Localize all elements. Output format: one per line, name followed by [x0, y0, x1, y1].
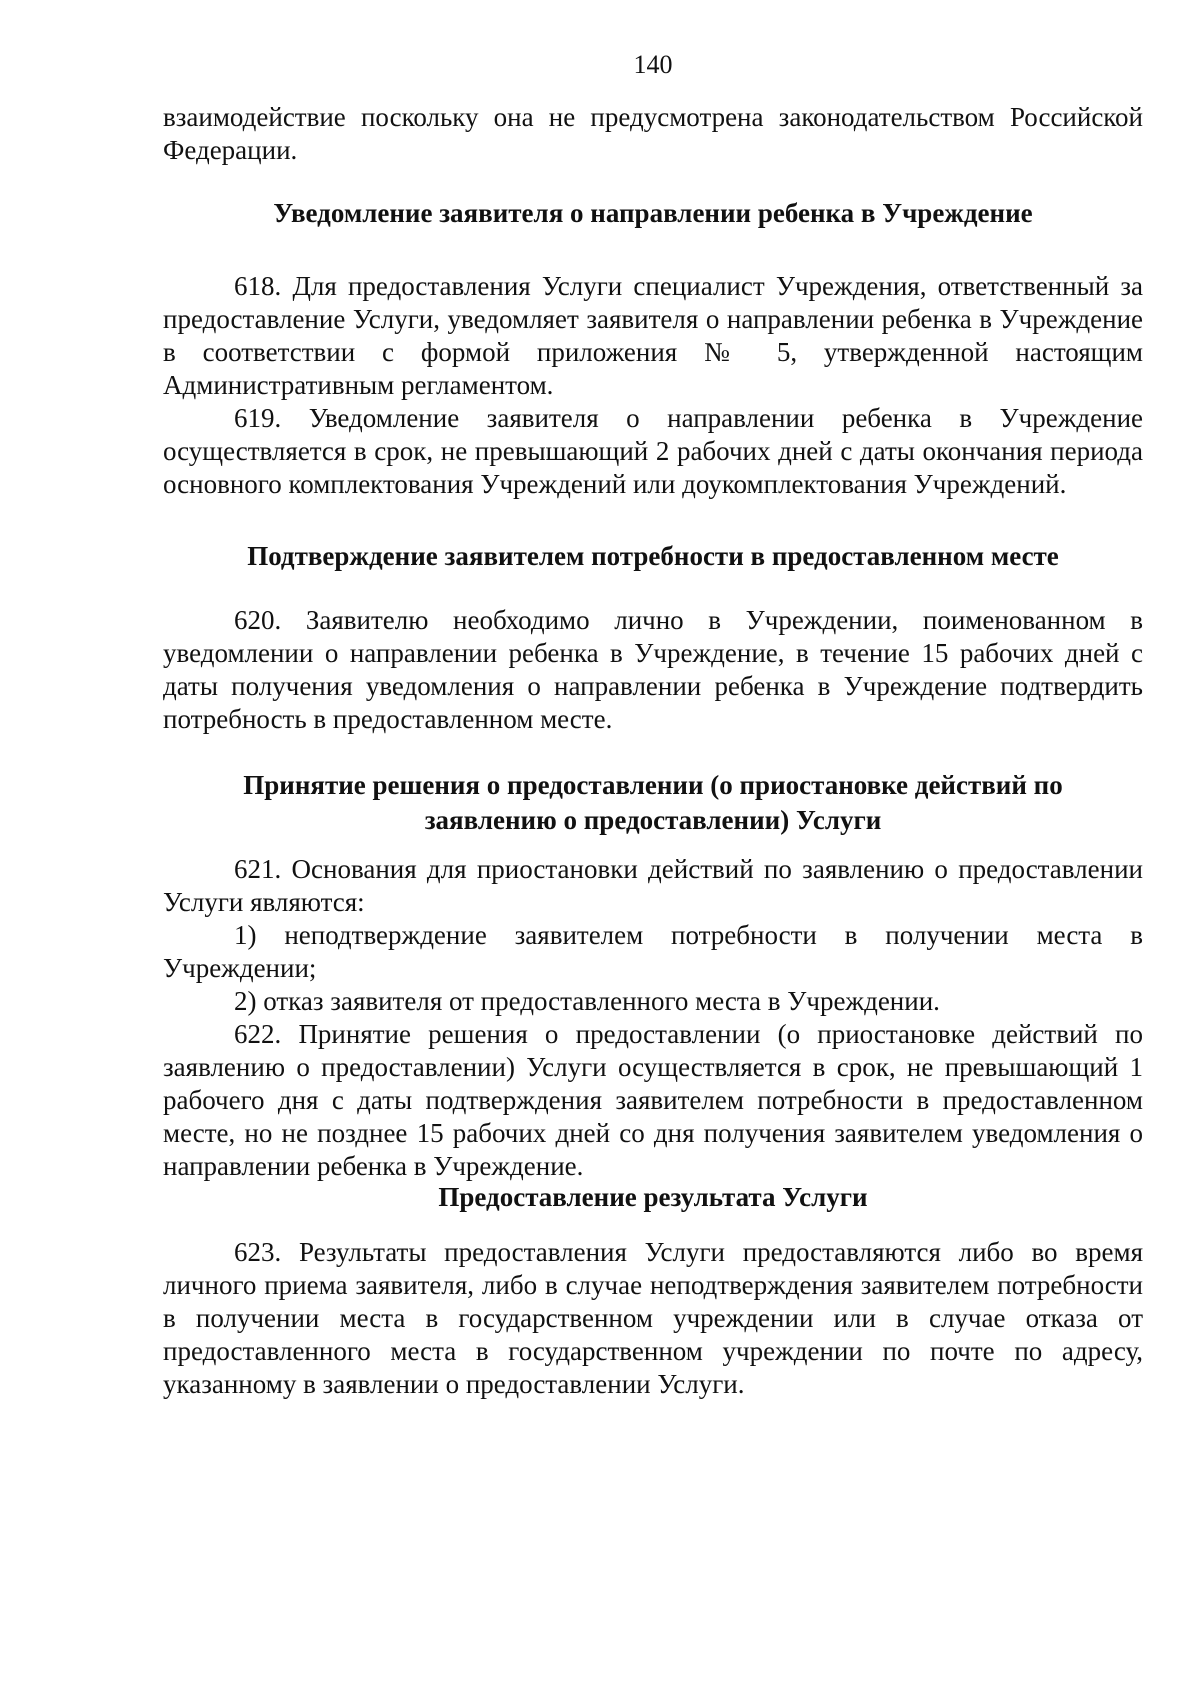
- list-item-1: 1) неподтверждение заявителем потребности в получении места в Учреждении;: [163, 920, 1143, 983]
- section-heading-decision: [163, 768, 1143, 838]
- section-body-result: [163, 1236, 1143, 1401]
- paragraph-622: 622. Принятие решения о предоставлении (о приостановке действий по заявлению о предоставлении) Услуги осуществляется в срок, не превышающий 1 рабочего дня с даты подтверждения заявителем потребности в предоставленном месте, но не позднее 15 рабочих дней со дня получения заявителем уведомления о направлении ребенка в Учреждение.: [163, 1019, 1143, 1181]
- section-heading-decision-line2: заявлению о предоставлении) Услуги: [424, 805, 882, 835]
- page-number: 140: [633, 50, 673, 79]
- section-heading-confirmation: Подтверждение заявителем потребности в предоставленном месте: [247, 541, 1059, 571]
- section-body-notification: [163, 270, 1143, 501]
- intro-paragraph-block: [163, 101, 1143, 167]
- section-heading-result: Предоставление результата Услуги: [438, 1182, 868, 1212]
- paragraph-620: 620. Заявителю необходимо лично в Учреждении, поименованном в уведомлении о направлении ребенка в Учреждение, в течение 15 рабочих дней с даты получения уведомления о направлении ребенка в Учреждение подтвердить потребность в предоставленном месте.: [163, 605, 1143, 734]
- paragraph-618: 618. Для предоставления Услуги специалист Учреждения, ответственный за предоставление Услуги, уведомляет заявителя о направлении ребенка в Учреждение в соответствии с формой приложения № 5, утвержденной настоящим Административным регламентом.: [163, 271, 1143, 400]
- section-body-confirmation: [163, 604, 1143, 736]
- section-body-decision: [163, 853, 1143, 1183]
- paragraph-619: 619. Уведомление заявителя о направлении ребенка в Учреждение осуществляется в срок, не превышающий 2 рабочих дней с даты окончания периода основного комплектования Учреждений или доукомплектования Учреждений.: [163, 403, 1143, 499]
- intro-paragraph: взаимодействие поскольку она не предусмотрена законодательством Российской Федерации.: [163, 102, 1143, 165]
- paragraph-623: 623. Результаты предоставления Услуги предоставляются либо во время личного приема заявителя, либо в случае неподтверждения заявителем потребности в получении места в государственном учреждении или в случае отказа от предоставленного места в государственном учреждении по почте по адресу, указанному в заявлении о предоставлении Услуги.: [163, 1237, 1143, 1399]
- list-item-2: 2) отказ заявителя от предоставленного места в Учреждении.: [234, 986, 940, 1016]
- section-heading-decision-line1: Принятие решения о предоставлении (о приостановке действий по: [243, 770, 1063, 800]
- paragraph-621: 621. Основания для приостановки действий по заявлению о предоставлении Услуги являются:: [163, 854, 1143, 917]
- section-heading-notification: Уведомление заявителя о направлении ребенка в Учреждение: [273, 198, 1033, 228]
